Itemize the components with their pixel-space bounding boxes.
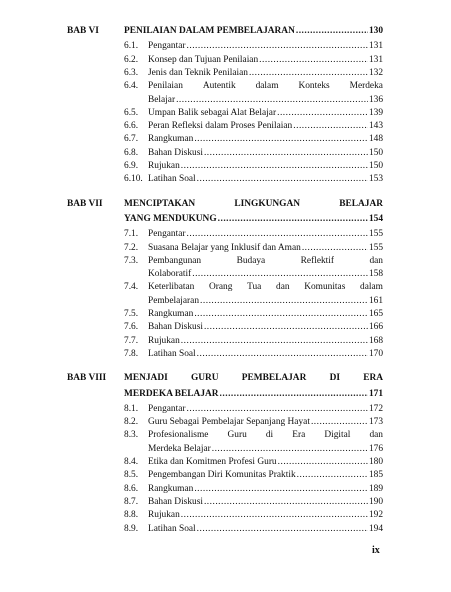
- section-page: 158: [368, 269, 383, 280]
- word: di: [265, 430, 274, 441]
- section-number: 6.9.: [124, 161, 139, 171]
- section-entry: [148, 523, 383, 536]
- section-text: Rangkuman: [148, 134, 194, 145]
- toc-row: [0, 308, 451, 321]
- section-number: 6.7.: [124, 134, 139, 145]
- dot-leader: [187, 40, 368, 53]
- section-entry: [148, 242, 383, 255]
- section-number: 6.10.: [124, 174, 143, 185]
- section-entry: [148, 54, 383, 67]
- section-number: 7.6.: [124, 322, 139, 333]
- toc-row: [0, 416, 451, 429]
- dot-leader: [204, 147, 368, 160]
- dot-leader: [277, 107, 368, 120]
- word: Komunitas: [304, 282, 346, 293]
- section-text: Rangkuman: [148, 309, 194, 319]
- section-page: 176: [368, 443, 383, 454]
- dot-leader: [187, 403, 368, 416]
- section-entry: [148, 160, 383, 173]
- dot-leader: [293, 120, 368, 133]
- word: Guru: [227, 430, 247, 441]
- section-entry: [148, 228, 383, 241]
- word: PEMBELAJAR: [241, 373, 307, 384]
- word: Tua: [247, 282, 262, 293]
- toc-row: [0, 469, 451, 482]
- toc-row: [0, 147, 451, 160]
- section-entry: [148, 509, 383, 522]
- section-entry: [148, 133, 383, 146]
- chapter-title-text: MERDEKA BELAJAR: [124, 388, 219, 399]
- section-line1: [148, 281, 383, 294]
- section-entry: [148, 443, 383, 456]
- chapter-title-text: PENILAIAN DALAM PEMBELAJARAN: [124, 26, 295, 36]
- toc-row: [0, 80, 451, 93]
- chapter-label: BAB VIII: [67, 373, 107, 384]
- section-page: 150: [368, 161, 383, 171]
- section-entry: [148, 483, 383, 496]
- toc-row: [0, 429, 451, 442]
- section-number: 8.7.: [124, 496, 139, 507]
- word: MENCIPTAKAN: [124, 198, 196, 209]
- section-number: 8.9.: [124, 523, 139, 534]
- section-text: Pengembangan Diri Komunitas Praktik: [148, 470, 296, 481]
- section-page: 189: [368, 483, 383, 494]
- section-text: Pembelajaran: [148, 295, 200, 306]
- word: dalam: [360, 282, 383, 293]
- dot-leader: [297, 469, 368, 482]
- section-page: 161: [368, 295, 383, 306]
- section-page: 155: [368, 229, 383, 240]
- section-page: 132: [368, 67, 383, 78]
- section-text: Pengantar: [148, 229, 186, 240]
- chapter-title-entry: [124, 388, 383, 401]
- section-number: 7.2.: [124, 242, 139, 253]
- chapter-title-entry: [124, 213, 383, 226]
- word: GURU: [190, 373, 219, 384]
- section-number: 8.2.: [124, 417, 139, 428]
- dot-leader: [197, 348, 368, 361]
- dot-leader: [311, 416, 368, 429]
- toc-row: [0, 483, 451, 496]
- section-text: Umpan Balik sebagai Alat Belajar: [148, 107, 277, 118]
- section-entry: [148, 40, 383, 53]
- toc-row: [0, 198, 451, 211]
- chapter-title-line1: [124, 372, 383, 385]
- word: Keterlibatan: [148, 282, 195, 293]
- section-line1: [148, 429, 383, 442]
- chapter-title-entry: [124, 25, 383, 38]
- toc-row: [0, 107, 451, 120]
- toc-row: [0, 388, 451, 401]
- word: Merdeka: [349, 81, 383, 92]
- section-page: 194: [368, 523, 383, 534]
- section-page: 139: [368, 107, 383, 118]
- word: dalam: [255, 81, 279, 92]
- toc-row: [0, 348, 451, 361]
- section-page: 131: [368, 41, 383, 52]
- section-entry: [148, 335, 383, 348]
- section-entry: [148, 67, 383, 80]
- section-number: 8.6.: [124, 483, 139, 494]
- toc-row: [0, 228, 451, 241]
- word: Era: [292, 430, 306, 441]
- section-text: Bahan Diskusi: [148, 496, 203, 507]
- section-page: 170: [368, 348, 383, 359]
- section-page: 172: [368, 403, 383, 414]
- section-text: Bahan Diskusi: [148, 147, 203, 158]
- section-number: 7.3.: [124, 255, 139, 266]
- section-page: 143: [368, 121, 383, 132]
- dot-leader: [194, 133, 368, 146]
- toc-row: [0, 133, 451, 146]
- section-entry: [148, 496, 383, 509]
- toc-row: [0, 523, 451, 536]
- section-number: 8.5.: [124, 470, 139, 481]
- toc-row: [0, 372, 451, 385]
- section-text: Latihan Soal: [148, 523, 196, 534]
- section-entry: [148, 173, 383, 186]
- dot-leader: [176, 94, 368, 107]
- dot-leader: [194, 308, 368, 321]
- dot-leader: [259, 54, 368, 67]
- section-text: Guru Sebagai Pembelajar Sepanjang Hayat: [148, 417, 310, 428]
- toc-row: [0, 94, 451, 107]
- section-number: 8.3.: [124, 430, 139, 441]
- section-text: Belajar: [148, 94, 176, 105]
- section-entry: [148, 456, 383, 469]
- dot-leader: [192, 268, 368, 281]
- section-text: Etika dan Komitmen Profesi Guru: [148, 457, 277, 467]
- word: dan: [369, 255, 383, 266]
- section-entry: [148, 348, 383, 361]
- section-number: 6.4.: [124, 81, 139, 92]
- section-entry: [148, 120, 383, 133]
- dot-leader: [296, 25, 368, 38]
- section-page: 192: [368, 510, 383, 521]
- section-page: 136: [368, 94, 383, 105]
- dot-leader: [302, 242, 368, 255]
- toc-row: [0, 173, 451, 186]
- word: MENJADI: [124, 373, 168, 384]
- section-entry: [148, 469, 383, 482]
- word: ERA: [363, 373, 383, 384]
- section-entry: [148, 147, 383, 160]
- section-entry: [148, 268, 383, 281]
- word: dan: [369, 430, 383, 441]
- section-number: 6.8.: [124, 147, 139, 158]
- chapter-title-page: 130: [368, 26, 383, 36]
- section-text: Kolaboratif: [148, 269, 192, 280]
- dot-leader: [181, 509, 368, 522]
- section-number: 6.3.: [124, 67, 139, 78]
- chapter-title-line1: [124, 198, 383, 211]
- dot-leader: [249, 67, 368, 80]
- section-text: Bahan Diskusi: [148, 322, 203, 333]
- chapter-title-text: YANG MENDUKUNG: [124, 213, 217, 224]
- word: BELAJAR: [339, 198, 383, 209]
- section-number: 7.4.: [124, 282, 139, 293]
- section-text: Jenis dan Teknik Penilaian: [148, 67, 248, 78]
- section-text: Rujukan: [148, 161, 180, 171]
- section-number: 7.1.: [124, 229, 139, 240]
- toc-row: [0, 54, 451, 67]
- section-number: 6.1.: [124, 41, 139, 52]
- dot-leader: [197, 173, 368, 186]
- section-text: Pengantar: [148, 41, 186, 52]
- word: Pembangunan: [148, 255, 202, 266]
- section-page: 168: [368, 335, 383, 346]
- section-entry: [148, 403, 383, 416]
- toc-row: [0, 160, 451, 173]
- toc-row: [0, 403, 451, 416]
- section-entry: [148, 295, 383, 308]
- section-number: 6.5.: [124, 107, 139, 118]
- dot-leader: [204, 496, 368, 509]
- section-page: 190: [368, 496, 383, 507]
- section-page: 166: [368, 322, 383, 333]
- section-number: 7.8.: [124, 348, 139, 359]
- chapter-title-page: 171: [368, 388, 383, 399]
- word: DI: [329, 373, 340, 384]
- dot-leader: [220, 388, 368, 401]
- section-text: Rujukan: [148, 335, 180, 346]
- section-page: 155: [368, 242, 383, 253]
- toc-row: [0, 321, 451, 334]
- section-page: 153: [368, 174, 383, 185]
- word: Reflektif: [300, 255, 334, 266]
- page-number: ix: [372, 545, 380, 556]
- section-number: 6.6.: [124, 121, 139, 132]
- toc-row: [0, 213, 451, 226]
- section-line1: [148, 255, 383, 268]
- section-page: 148: [368, 134, 383, 145]
- section-text: Latihan Soal: [148, 174, 196, 185]
- section-text: Rangkuman: [148, 483, 194, 494]
- section-line1: [148, 80, 383, 93]
- toc-row: [0, 295, 451, 308]
- section-number: 8.1.: [124, 403, 139, 414]
- dot-leader: [194, 483, 368, 496]
- toc-row: [0, 443, 451, 456]
- dot-leader: [278, 456, 368, 469]
- dot-leader: [218, 213, 368, 226]
- toc-row: [0, 281, 451, 294]
- word: dan: [276, 282, 290, 293]
- dot-leader: [197, 523, 368, 536]
- section-entry: [148, 107, 383, 120]
- section-page: 165: [368, 309, 383, 319]
- toc-row: [0, 456, 451, 469]
- section-text: Peran Refleksi dalam Proses Penilaian: [148, 121, 293, 132]
- dot-leader: [212, 443, 368, 456]
- dot-leader: [200, 295, 368, 308]
- dot-leader: [204, 321, 368, 334]
- toc-row: [0, 496, 451, 509]
- dot-leader: [187, 228, 368, 241]
- word: Autentik: [202, 81, 236, 92]
- section-text: Rujukan: [148, 510, 180, 521]
- dot-leader: [181, 335, 368, 348]
- section-number: 8.4.: [124, 457, 139, 467]
- section-text: Merdeka Belajar: [148, 443, 211, 454]
- section-entry: [148, 321, 383, 334]
- word: Konteks: [298, 81, 330, 92]
- section-page: 150: [368, 147, 383, 158]
- section-entry: [148, 308, 383, 321]
- section-page: 180: [368, 457, 383, 467]
- chapter-title-page: 154: [368, 213, 383, 224]
- dot-leader: [181, 160, 368, 173]
- toc-row: [0, 255, 451, 268]
- section-page: 131: [368, 54, 383, 65]
- section-entry: [148, 416, 383, 429]
- toc-row: [0, 268, 451, 281]
- section-page: 185: [368, 470, 383, 481]
- section-text: Konsep dan Tujuan Penilaian: [148, 54, 259, 65]
- word: Penilaian: [148, 81, 183, 92]
- section-entry: [148, 94, 383, 107]
- toc-row: [0, 40, 451, 53]
- section-text: Pengantar: [148, 403, 186, 414]
- chapter-label: BAB VII: [67, 198, 103, 209]
- toc-row: [0, 509, 451, 522]
- section-page: 173: [368, 417, 383, 428]
- word: LINGKUNGAN: [234, 198, 301, 209]
- word: Orang: [209, 282, 233, 293]
- toc-row: [0, 67, 451, 80]
- word: Profesionalisme: [148, 430, 209, 441]
- chapter-label: BAB VI: [67, 26, 99, 36]
- section-number: 7.7.: [124, 335, 139, 346]
- section-text: Latihan Soal: [148, 348, 196, 359]
- word: Digital: [324, 430, 351, 441]
- word: Budaya: [236, 255, 266, 266]
- toc-row: [0, 25, 451, 38]
- toc-row: [0, 242, 451, 255]
- section-text: Suasana Belajar yang Inklusif dan Aman: [148, 242, 301, 253]
- section-number: 8.8.: [124, 510, 139, 521]
- toc-row: [0, 120, 451, 133]
- section-number: 6.2.: [124, 54, 139, 65]
- section-number: 7.5.: [124, 309, 139, 319]
- toc-row: [0, 335, 451, 348]
